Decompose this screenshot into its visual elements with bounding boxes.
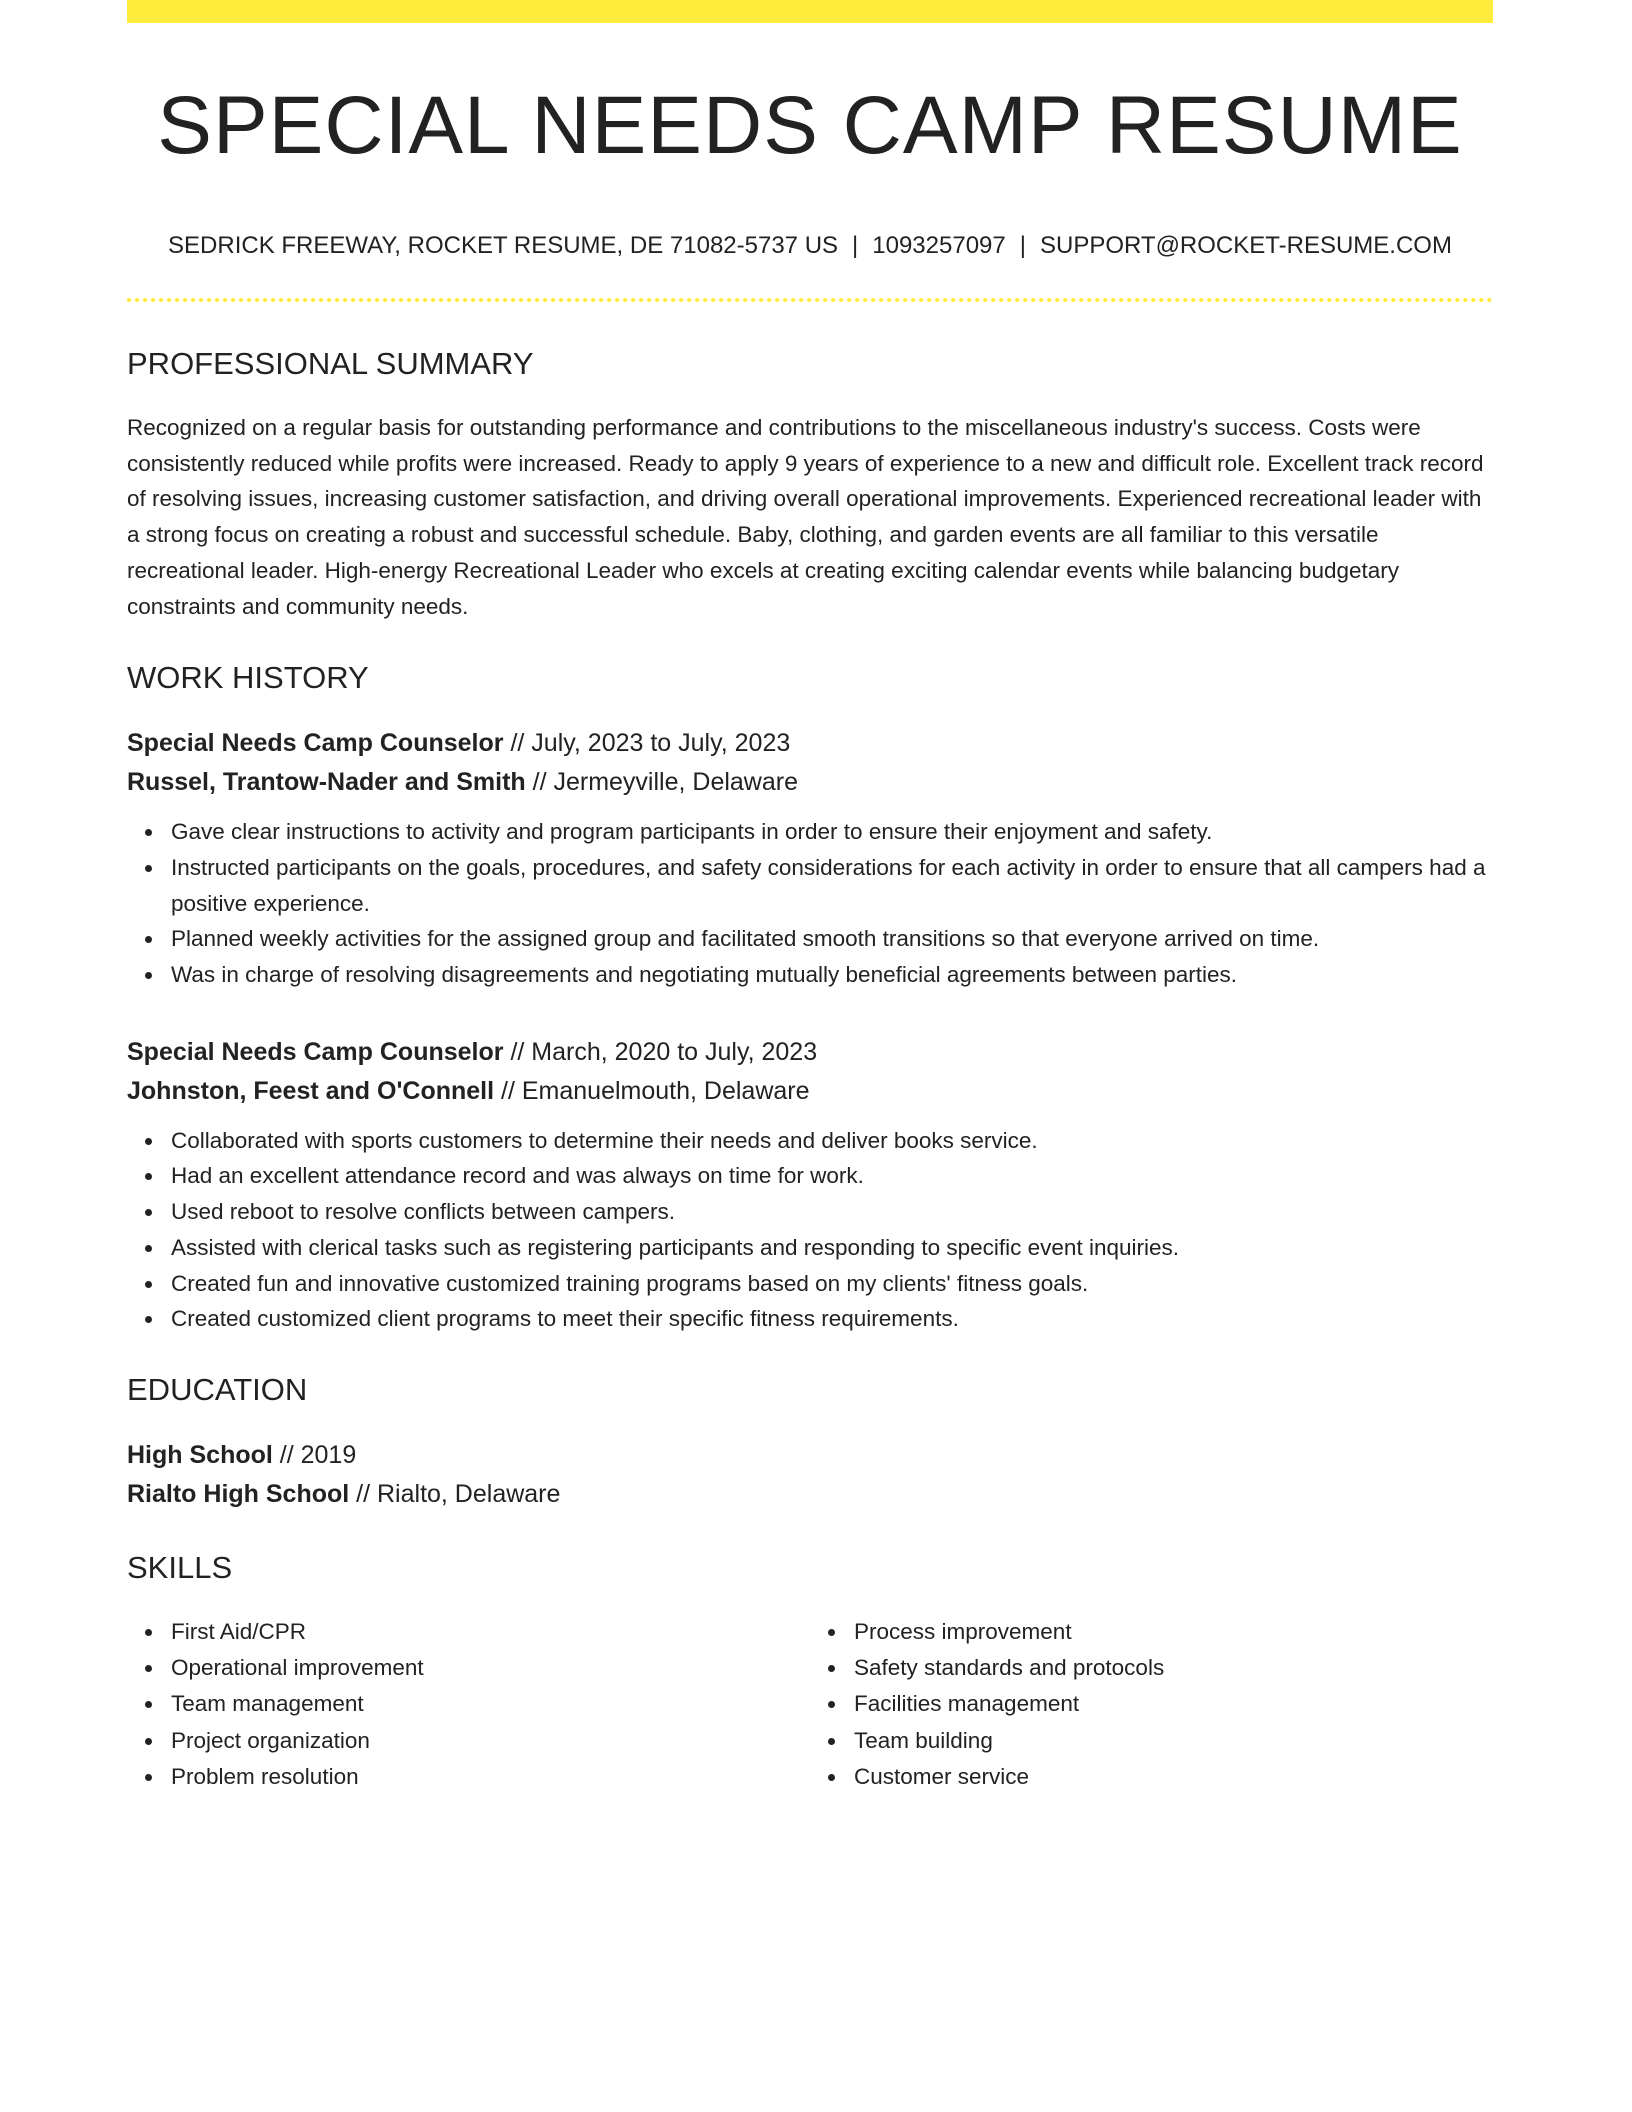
job-company: Russel, Trantow-Nader and Smith bbox=[127, 768, 526, 797]
education-school-line bbox=[127, 1475, 1493, 1514]
job-bullet: Used reboot to resolve conflicts between campers. bbox=[171, 1194, 1493, 1230]
education-school: Rialto High School bbox=[127, 1479, 350, 1508]
education-degree-line bbox=[127, 1436, 1493, 1475]
skill-item: First Aid/CPR bbox=[171, 1614, 810, 1650]
skill-item: Safety standards and protocols bbox=[854, 1650, 1493, 1686]
job-bullet: Instructed participants on the goals, procedures, and safety considerations for each activity in order to ensure that all campers had a positive experience. bbox=[171, 850, 1493, 921]
contact-info bbox=[127, 234, 1493, 258]
resume-title: SPECIAL NEEDS CAMP RESUME bbox=[157, 80, 1463, 171]
job-bullet: Created customized client programs to meet their specific fitness requirements. bbox=[171, 1301, 1493, 1337]
job-bullet: Was in charge of resolving disagreements and negotiating mutually beneficial agreements between parties. bbox=[171, 957, 1493, 993]
job-title: Special Needs Camp Counselor bbox=[127, 729, 504, 758]
job-bullets bbox=[127, 1123, 1493, 1337]
skill-item: Problem resolution bbox=[171, 1759, 810, 1795]
job-dates: // March, 2020 to July, 2023 bbox=[503, 1037, 818, 1066]
job-company-line bbox=[127, 763, 1493, 802]
skills-heading: SKILLS bbox=[127, 1549, 233, 1585]
skills-column-right bbox=[810, 1614, 1493, 1795]
job-entry bbox=[127, 1033, 1493, 1337]
skill-item: Facilities management bbox=[854, 1686, 1493, 1722]
skills-grid bbox=[127, 1614, 1493, 1795]
job-bullets bbox=[127, 814, 1493, 993]
skills-column-left bbox=[127, 1614, 810, 1795]
top-accent-bar bbox=[127, 0, 1493, 23]
job-company-line bbox=[127, 1072, 1493, 1111]
contact-separator: | bbox=[852, 232, 859, 259]
skill-item: Team building bbox=[854, 1723, 1493, 1759]
job-bullet: Assisted with clerical tasks such as registering participants and responding to specific event inquiries. bbox=[171, 1230, 1493, 1266]
skill-item: Operational improvement bbox=[171, 1650, 810, 1686]
contact-address: SEDRICK FREEWAY, ROCKET RESUME, DE 71082-5737 US bbox=[168, 232, 839, 259]
job-title-line bbox=[127, 1033, 1493, 1072]
job-bullet: Collaborated with sports customers to determine their needs and deliver books service. bbox=[171, 1123, 1493, 1159]
skill-item: Project organization bbox=[171, 1723, 810, 1759]
job-bullet: Created fun and innovative customized training programs based on my clients' fitness goals. bbox=[171, 1266, 1493, 1302]
education-year: // 2019 bbox=[272, 1440, 357, 1469]
resume-page bbox=[127, 0, 1493, 1795]
job-bullet: Planned weekly activities for the assigned group and facilitated smooth transitions so that everyone arrived on time. bbox=[171, 921, 1493, 957]
summary-text: Recognized on a regular basis for outstanding performance and contributions to the miscellaneous industry's success. Costs were consistently reduced while profits were increased. Ready to apply 9 years of experience to a new and difficult role. Excellent track record of resolving issues, increasing customer satisfaction, and driving overall operational improvements. Experienced recreational leader with a strong focus on creating a robust and successful schedule. Baby, clothing, and garden events are all familiar to this versatile recreational leader. High-energy Recreational Leader who excels at creating exciting calendar events while balancing budgetary constraints and community needs. bbox=[127, 415, 1484, 619]
header-divider bbox=[127, 298, 1493, 302]
contact-separator: | bbox=[1019, 232, 1026, 259]
education-location: // Rialto, Delaware bbox=[349, 1479, 561, 1508]
skill-item: Process improvement bbox=[854, 1614, 1493, 1650]
contact-phone: 1093257097 bbox=[872, 232, 1006, 259]
job-title: Special Needs Camp Counselor bbox=[127, 1037, 504, 1066]
job-title-line bbox=[127, 724, 1493, 763]
job-bullet: Gave clear instructions to activity and program participants in order to ensure their enjoyment and safety. bbox=[171, 814, 1493, 850]
summary-heading: PROFESSIONAL SUMMARY bbox=[127, 346, 534, 381]
contact-email: SUPPORT@ROCKET-RESUME.COM bbox=[1039, 232, 1452, 259]
education-degree: High School bbox=[127, 1440, 273, 1469]
job-location: // Jermeyville, Delaware bbox=[525, 768, 798, 797]
job-dates: // July, 2023 to July, 2023 bbox=[503, 729, 791, 758]
education-heading: EDUCATION bbox=[127, 1371, 308, 1407]
education-entry bbox=[127, 1436, 1493, 1514]
work-history-heading: WORK HISTORY bbox=[127, 660, 369, 696]
job-company: Johnston, Feest and O'Connell bbox=[127, 1076, 495, 1105]
skill-item: Customer service bbox=[854, 1759, 1493, 1795]
job-bullet: Had an excellent attendance record and was always on time for work. bbox=[171, 1158, 1493, 1194]
job-location: // Emanuelmouth, Delaware bbox=[494, 1076, 810, 1105]
job-entry bbox=[127, 724, 1493, 993]
skill-item: Team management bbox=[171, 1686, 810, 1722]
